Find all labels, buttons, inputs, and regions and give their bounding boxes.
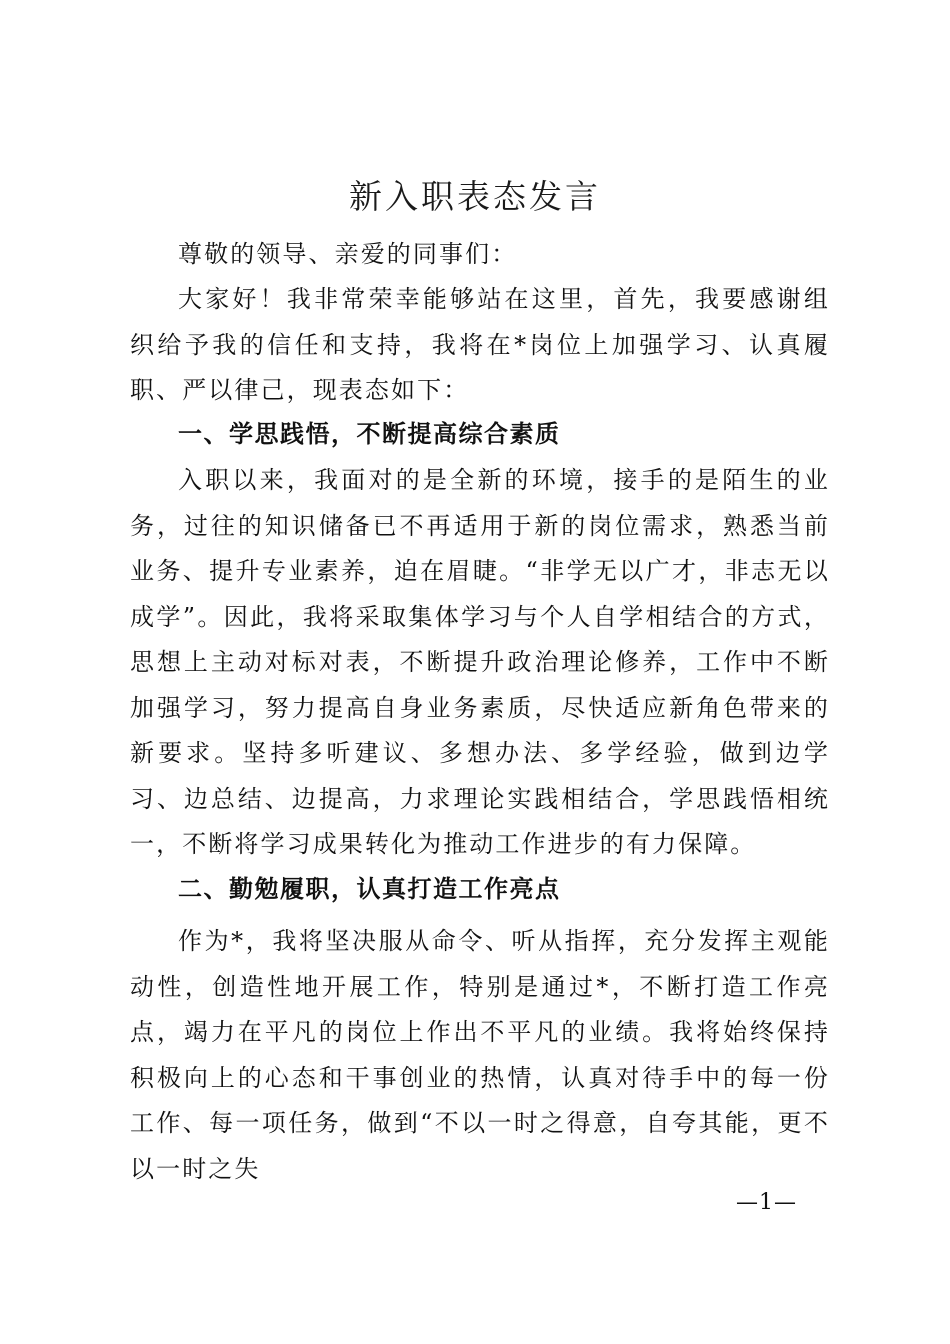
section-2-body: 作为*，我将坚决服从命令、听从指挥，充分发挥主观能动性，创造性地开展工作，特别是通过*，不断打造工作亮点，竭力在平凡的岗位上作出不平凡的业绩。我将始终保持积极向上的心态和干事创业的热情，认真对待手中的每一份工作、每一项任务，做到“不以一时之得意，自夸其能，更不以一时之失 (130, 927, 830, 1183)
document-title: 新入职表态发言 (349, 177, 601, 216)
section-1-heading: 一、学思践悟，不断提高综合素质 (178, 420, 561, 448)
section-1-body: 入职以来，我面对的是全新的环境，接手的是陌生的业务，过往的知识储备已不再适用于新的岗位需求，熟悉当前业务、提升专业素养，迫在眉睫。“非学无以广才，非志无以成学”。因此，我将采取集体学习与个人自学相结合的方式，思想上主动对标对表，不断提升政治理论修养，工作中不断加强学习，努力提高自身业务素质，尽快适应新角色带来的新要求。坚持多听建议、多想办法、多学经验，做到边学习、边总结、边提高，力求理论实践相结合，学思践悟相统一，不断将学习成果转化为推动工作进步的有力保障。 (130, 466, 830, 858)
page-number: —1— (736, 1190, 797, 1215)
intro-paragraph: 大家好！我非常荣幸能够站在这里，首先，我要感谢组织给予我的信任和支持，我将在*岗位上加强学习、认真履职、严以律己，现表态如下： (130, 285, 830, 404)
salutation-paragraph: 尊敬的领导、亲爱的同事们： (178, 240, 518, 268)
section-2-heading: 二、勤勉履职，认真打造工作亮点 (178, 875, 561, 903)
